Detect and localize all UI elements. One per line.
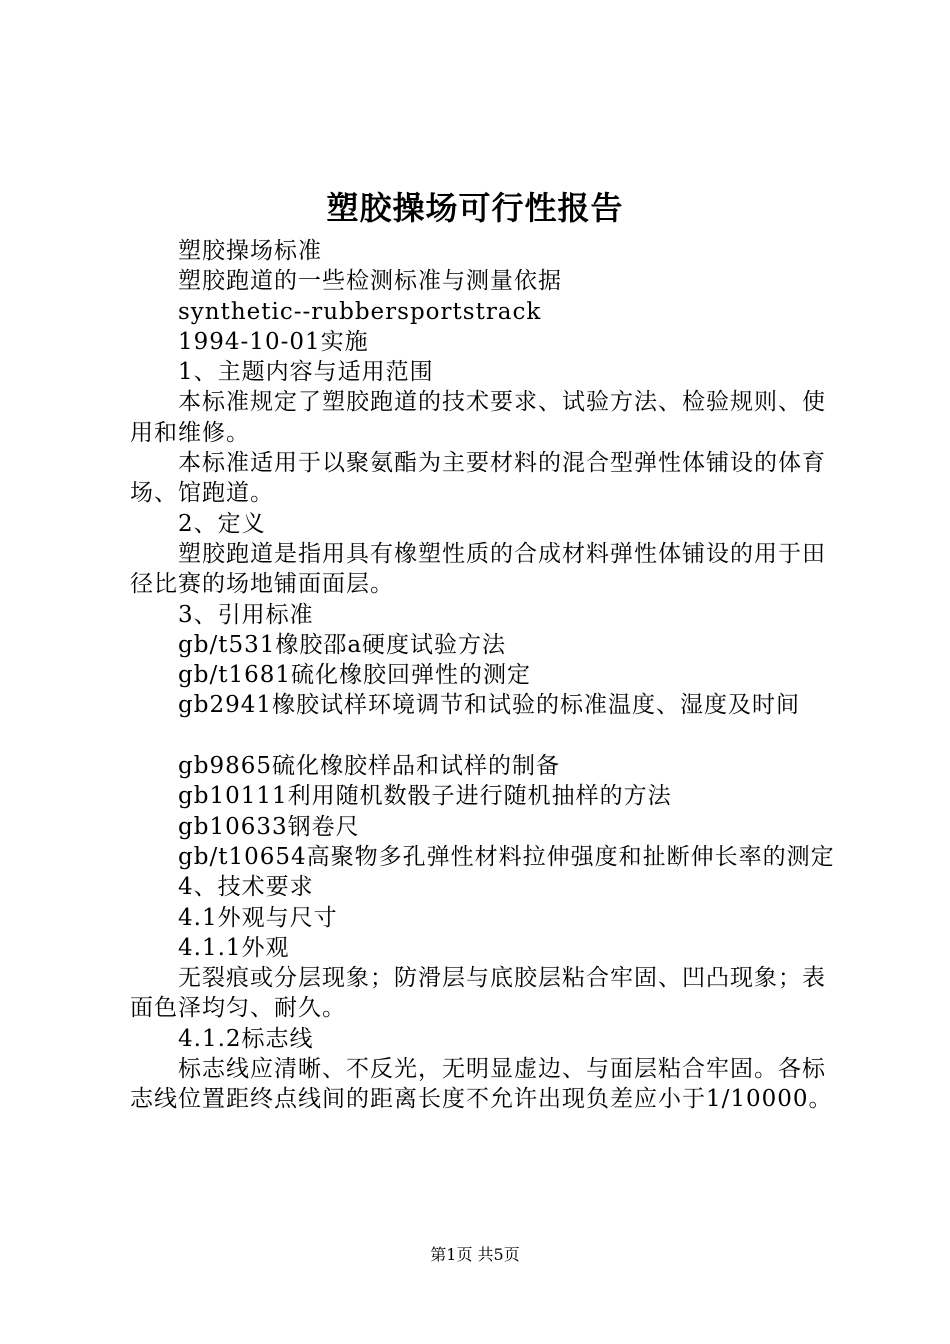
paragraph: synthetic--rubbersportstrack xyxy=(178,298,542,325)
reference-item: gb/t531橡胶邵a硬度试验方法 xyxy=(178,631,507,658)
reference-item: gb/t10654高聚物多孔弹性材料拉伸强度和扯断伸长率的测定 xyxy=(178,843,835,870)
reference-item: gb10111利用随机数骰子进行随机抽样的方法 xyxy=(178,783,672,810)
subsection-heading: 4.1.1外观 xyxy=(178,934,290,961)
subsection-heading: 4.1外观与尺寸 xyxy=(178,904,338,931)
subsection-heading: 4.1.2标志线 xyxy=(178,1025,314,1052)
paragraph: 1994-10-01实施 xyxy=(178,328,369,355)
page-number-footer: 第1页 共5页 xyxy=(430,1245,520,1264)
reference-item: gb9865硫化橡胶样品和试样的制备 xyxy=(178,753,560,780)
document-title: 塑胶操场可行性报告 xyxy=(326,189,624,227)
paragraph: 塑胶操场标准 xyxy=(178,238,322,264)
document-body xyxy=(130,236,845,1115)
paragraph: 塑胶跑道是指用具有橡塑性质的合成材料弹性体铺设的用于田径比赛的场地铺面面层。 xyxy=(130,540,826,598)
reference-item: gb/t1681硫化橡胶回弹性的测定 xyxy=(178,662,531,689)
blank-line xyxy=(130,721,845,751)
paragraph: 本标准规定了塑胶跑道的技术要求、试验方法、检验规则、使用和维修。 xyxy=(130,389,826,446)
section-heading: 2、定义 xyxy=(178,510,266,537)
section-heading: 1、主题内容与适用范围 xyxy=(178,359,434,386)
section-heading: 3、引用标准 xyxy=(178,601,314,628)
reference-item: gb10633钢卷尺 xyxy=(178,813,360,840)
paragraph: 塑胶跑道的一些检测标准与测量依据 xyxy=(178,268,562,295)
paragraph: 本标准适用于以聚氨酯为主要材料的混合型弹性体铺设的体育场、馆跑道。 xyxy=(130,450,826,507)
paragraph: 标志线应清晰、不反光，无明显虚边、与面层粘合牢固。各标志线位置距终点线间的距离长度不允许出现负差应小于1/10000。 xyxy=(130,1056,833,1113)
paragraph: 无裂痕或分层现象；防滑层与底胶层粘合牢固、凹凸现象；表面色泽均匀、耐久。 xyxy=(130,965,826,1022)
reference-item: gb2941橡胶试样环境调节和试验的标准温度、湿度及时间 xyxy=(178,692,800,719)
section-heading: 4、技术要求 xyxy=(178,874,314,901)
